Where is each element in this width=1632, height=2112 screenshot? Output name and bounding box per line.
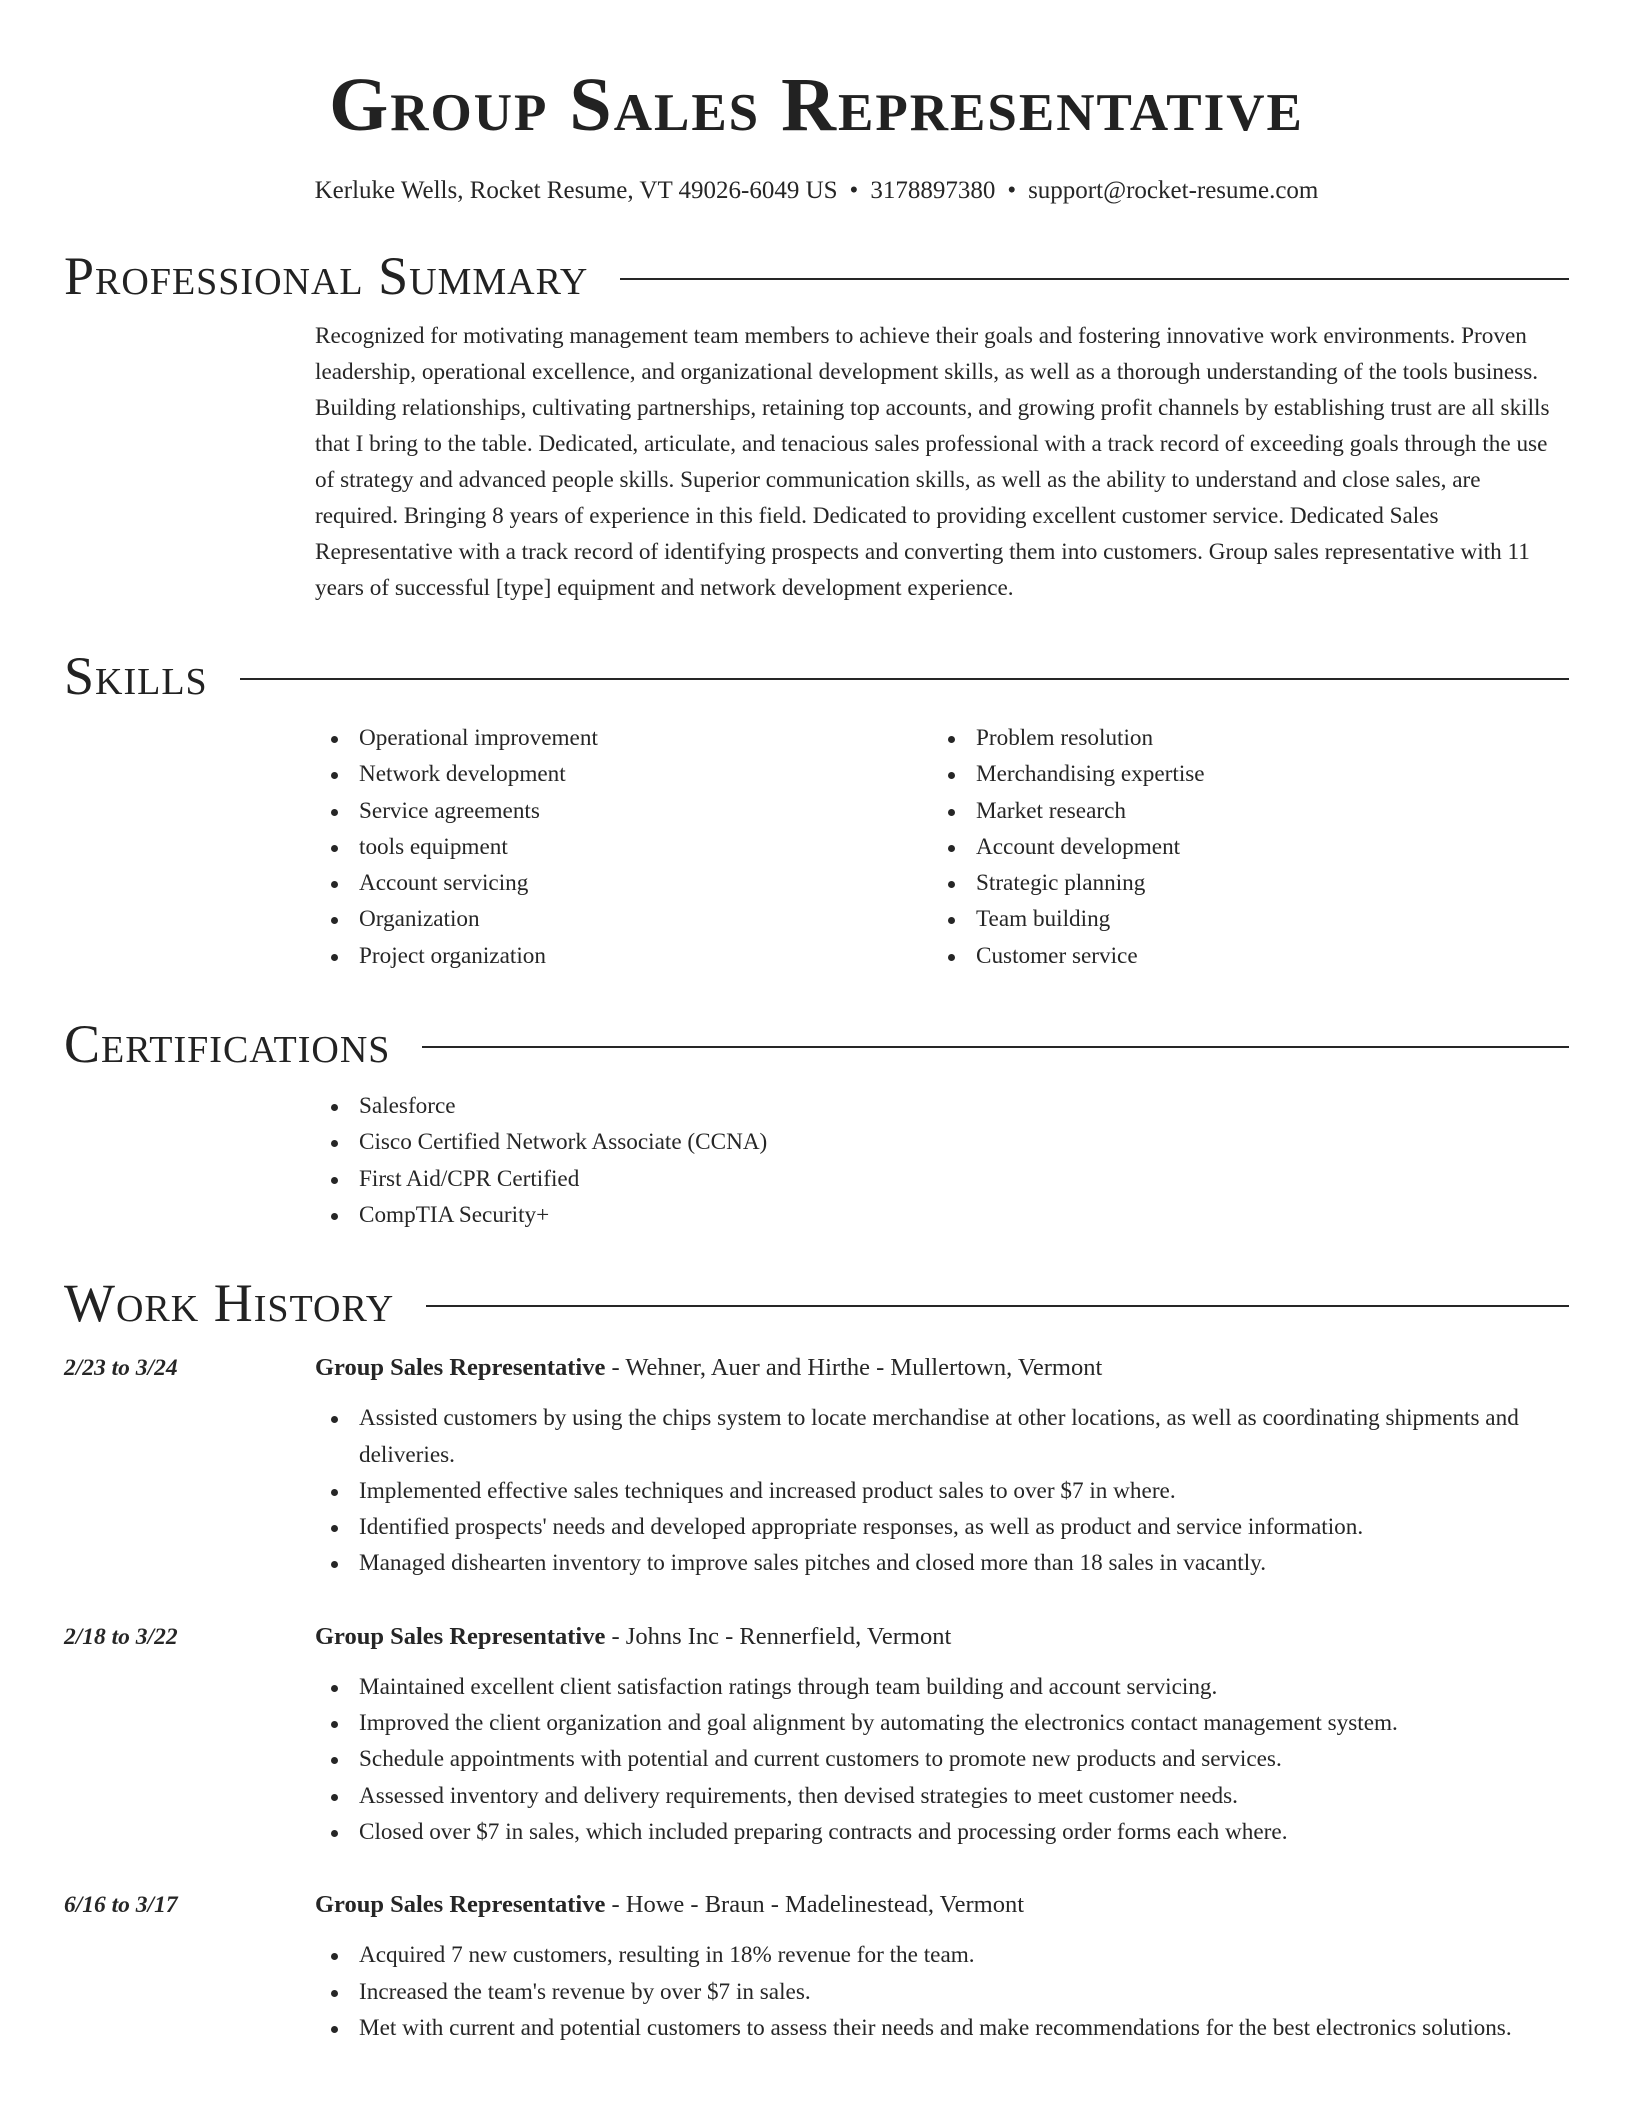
certifications-list (315, 1088, 1569, 1233)
skill-item: Project organization (315, 938, 932, 974)
skill-item: tools equipment (315, 829, 932, 865)
work-history-heading: Work History (64, 1273, 395, 1334)
job-bullet: Increased the team's revenue by over $7 in sales. (315, 1974, 1569, 2010)
skill-item: Organization (315, 901, 932, 937)
job-bullet: Closed over $7 in sales, which included preparing contracts and processing order forms each where. (315, 1814, 1569, 1850)
skill-item: Merchandising expertise (932, 756, 1549, 792)
job-role: Group Sales Representative (315, 1354, 606, 1382)
job-bullets (315, 1937, 1569, 2046)
resume-page (64, 60, 1569, 2046)
job-dates: 2/18 to 3/22 (64, 1623, 178, 1650)
job-bullet: Schedule appointments with potential and current customers to promote new products and services. (315, 1741, 1569, 1777)
contact-email: support@rocket-resume.com (1028, 177, 1319, 204)
certification-item: Cisco Certified Network Associate (CCNA) (315, 1124, 1569, 1160)
job-entry (64, 1616, 1569, 1850)
resume-title: Group Sales Representative (329, 63, 1304, 147)
job-bullet: Maintained excellent client satisfaction ratings through team building and account servicing. (315, 1669, 1569, 1705)
skill-item: Service agreements (315, 793, 932, 829)
summary-heading: Professional Summary (64, 246, 589, 306)
certification-item: Salesforce (315, 1088, 1569, 1124)
job-heading (315, 1616, 1569, 1655)
job-heading (315, 1347, 1569, 1386)
skill-item: Customer service (932, 938, 1549, 974)
skill-item: Operational improvement (315, 720, 932, 756)
skills-right-list (932, 720, 1549, 974)
job-employer: - Johns Inc - Rennerfield, Vermont (605, 1622, 952, 1650)
section-divider (240, 678, 1569, 680)
skill-item: Account servicing (315, 865, 932, 901)
certification-item: CompTIA Security+ (315, 1197, 1569, 1233)
work-history-section-header (64, 1271, 1569, 1335)
contact-phone: 3178897380 (870, 177, 996, 204)
skills-left-list (315, 720, 932, 974)
job-bullet: Acquired 7 new customers, resulting in 18% revenue for the team. (315, 1937, 1569, 1973)
job-employer: - Wehner, Auer and Hirthe - Mullertown, Vermont (605, 1354, 1103, 1382)
job-body (315, 1616, 1569, 1850)
job-entry (64, 1884, 1569, 2046)
skills-columns (315, 720, 1569, 974)
skills-heading: Skills (64, 646, 208, 706)
job-heading (315, 1884, 1569, 1923)
job-bullets (315, 1400, 1569, 1581)
skills-section-header (64, 644, 1569, 708)
section-divider (620, 278, 1569, 280)
job-dates: 2/23 to 3/24 (64, 1355, 178, 1382)
section-divider (422, 1046, 1569, 1048)
skill-item: Team building (932, 901, 1549, 937)
job-bullet: Met with current and potential customers to assess their needs and make recommendations for the best electronics solutions. (315, 2010, 1569, 2046)
job-dates: 6/16 to 3/17 (64, 1892, 178, 1919)
job-role: Group Sales Representative (315, 1622, 606, 1650)
job-bullet: Assessed inventory and delivery requirements, then devised strategies to meet customer needs. (315, 1778, 1569, 1814)
skill-item: Problem resolution (932, 720, 1549, 756)
job-bullet: Implemented effective sales techniques and increased product sales to over $7 in where. (315, 1473, 1569, 1509)
skill-item: Market research (932, 793, 1549, 829)
certification-item: First Aid/CPR Certified (315, 1161, 1569, 1197)
job-bullets (315, 1669, 1569, 1850)
summary-text: Recognized for motivating management team members to achieve their goals and fostering innovative work environments. Proven leadership, operational excellence, and organizational development skills, as well as a thorough understanding of the tools business. Building relationships, cultivating partnerships, retaining top accounts, and growing profit channels by establishing trust are all skills that I bring to the table. Dedicated, articulate, and tenacious sales professional with a track record of exceeding goals through the use of strategy and advanced people skills. Superior communication skills, as well as the ability to understand and close sales, are required. Bringing 8 years of experience in this field. Dedicated to providing excellent customer service. Dedicated Sales Representative with a track record of identifying prospects and converting them into customers. Group sales representative with 11 years of successful [type] equipment and network development experience. (315, 323, 1550, 601)
certifications-heading: Certifications (64, 1014, 391, 1075)
job-body (315, 1884, 1569, 2046)
job-bullet: Managed dishearten inventory to improve sales pitches and closed more than 18 sales in vacantly. (315, 1545, 1569, 1581)
job-employer: - Howe - Braun - Madelinestead, Vermont (605, 1891, 1025, 1919)
contact-line (64, 176, 1569, 206)
contact-separator: • (1007, 177, 1017, 204)
job-bullet: Identified prospects' needs and developed appropriate responses, as well as product and service information. (315, 1509, 1569, 1545)
certifications-section-header (64, 1012, 1569, 1076)
job-body (315, 1347, 1569, 1581)
skill-item: Network development (315, 756, 932, 792)
job-bullet: Improved the client organization and goal alignment by automating the electronics contact management system. (315, 1705, 1569, 1741)
skill-item: Account development (932, 829, 1549, 865)
job-bullet: Assisted customers by using the chips system to locate merchandise at other locations, as well as coordinating shipments and deliveries. (315, 1400, 1569, 1473)
skill-item: Strategic planning (932, 865, 1549, 901)
contact-address: Kerluke Wells, Rocket Resume, VT 49026-6049 US (314, 177, 838, 204)
job-entry (64, 1347, 1569, 1581)
job-role: Group Sales Representative (315, 1891, 606, 1919)
contact-separator: • (849, 177, 859, 204)
summary-section-header (64, 244, 1569, 308)
section-divider (426, 1305, 1569, 1307)
